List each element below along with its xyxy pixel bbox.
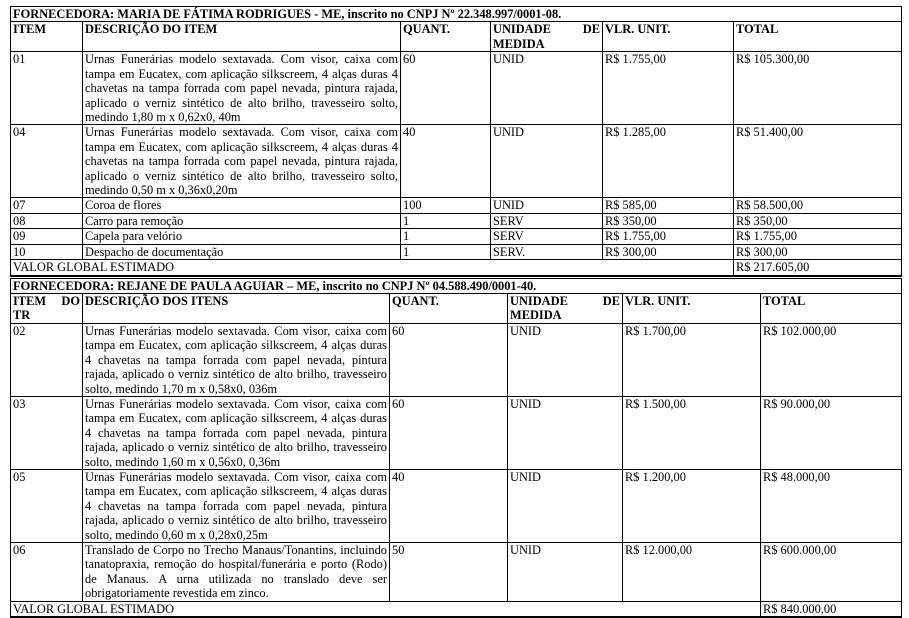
supplier-line: FORNECEDORA: MARIA DE FÁTIMA RODRIGUES - ME, inscrito no CNPJ Nº 22.348.997/0001-08. <box>11 7 902 22</box>
item-total-cell: R$ 90.000,00 <box>761 396 902 469</box>
item-unit-price-cell: R$ 300,00 <box>603 244 734 259</box>
item-description-cell: Capela para velório <box>83 229 401 244</box>
item-total-cell: R$ 350,00 <box>734 213 902 228</box>
item-unit-price-cell: R$ 1.755,00 <box>603 229 734 244</box>
item-unit-price-cell: R$ 1.285,00 <box>603 125 734 198</box>
item-quantity-cell: 1 <box>401 229 491 244</box>
item-number-cell: 04 <box>11 125 83 198</box>
header-unit <box>508 293 623 323</box>
global-total-label: VALOR GLOBAL ESTIMADO <box>11 601 761 617</box>
supplier-table-1 <box>10 6 902 276</box>
item-total-cell: R$ 300,00 <box>734 244 902 259</box>
item-quantity-cell: 60 <box>390 323 508 396</box>
item-unit-cell: UNID <box>508 396 623 469</box>
item-description-cell: Urnas Funerárias modelo sextavada. Com visor, caixa com tampa em Eucatex, com aplicação silkscreem, 4 alças duras 4 chavetas na tampa forrada com papel nevada, pintura rajada, aplicado o verniz sintético de alto brilho, travesseiro solto, medindo 0,60 m x 0,28x0,25m <box>83 469 390 542</box>
item-row <box>11 244 902 259</box>
header-item-word1: ITEM <box>13 294 46 308</box>
global-total-value: R$ 217.605,00 <box>734 260 902 275</box>
supplier-header-row <box>11 7 902 22</box>
table1-body <box>11 52 902 260</box>
global-total-row <box>11 601 902 617</box>
header-total: TOTAL <box>761 293 902 323</box>
item-total-cell: R$ 105.300,00 <box>734 52 902 125</box>
item-quantity-cell: 100 <box>401 198 491 213</box>
item-total-cell: R$ 1.755,00 <box>734 229 902 244</box>
item-unit-price-cell: R$ 1.755,00 <box>603 52 734 125</box>
document <box>10 6 901 618</box>
header-item-word3: TR <box>13 308 80 322</box>
item-unit-price-cell: R$ 350,00 <box>603 213 734 228</box>
item-description-cell: Carro para remoção <box>83 213 401 228</box>
header-unit-word2: DE <box>583 22 600 36</box>
item-description-cell: Urnas Funerárias modelo sextavada. Com visor, caixa com tampa em Eucatex, com aplicação silkscreem, 4 alças duras 4 chavetas na tampa forrada com papel nevada, pintura rajada, aplicado o verniz sintético de alto brilho, travesseiro solto, medindo 0,50 m x 0,36x0,20m <box>83 125 401 198</box>
item-unit-price-cell: R$ 12.000,00 <box>623 543 761 602</box>
item-quantity-cell: 1 <box>401 244 491 259</box>
column-header-row <box>11 22 902 52</box>
item-unit-cell: SERV. <box>491 244 603 259</box>
item-unit-price-cell: R$ 585,00 <box>603 198 734 213</box>
item-row <box>11 52 902 125</box>
item-number-cell: 09 <box>11 229 83 244</box>
item-number-cell: 07 <box>11 198 83 213</box>
header-total: TOTAL <box>734 22 902 52</box>
item-total-cell: R$ 600.000,00 <box>761 543 902 602</box>
table2-body <box>11 323 902 601</box>
item-row <box>11 396 902 469</box>
item-total-cell: R$ 102.000,00 <box>761 323 902 396</box>
header-description: DESCRIÇÃO DOS ITENS <box>83 293 390 323</box>
item-quantity-cell: 1 <box>401 213 491 228</box>
item-description-cell: Translado de Corpo no Trecho Manaus/Tonantins, incluindo tanatopraxia, remoção do hospital/funerária e porto (Rodo) de Manaus. A urna utilizada no translado deve ser obrigatoriamente revestida em zinco. <box>83 543 390 602</box>
item-quantity-cell: 40 <box>401 125 491 198</box>
global-total-row <box>11 260 902 275</box>
item-quantity-cell: 40 <box>390 469 508 542</box>
header-quantity: QUANT. <box>401 22 491 52</box>
item-description-cell: Urnas Funerárias modelo sextavada. Com visor, caixa com tampa em Eucatex, com aplicação silkscreem, 4 alças duras 4 chavetas na tampa forrada com papel nevada, pintura rajada, aplicado o verniz sintético de alto brilho, travesseiro solto, medindo 1,80 m x 0,62x0, 40m <box>83 52 401 125</box>
header-description: DESCRIÇÃO DO ITEM <box>83 22 401 52</box>
header-unit-price: VLR. UNIT. <box>623 293 761 323</box>
item-row <box>11 229 902 244</box>
header-unit-word1: UNIDADE <box>510 294 568 308</box>
item-total-cell: R$ 51.400,00 <box>734 125 902 198</box>
header-item <box>11 293 83 323</box>
item-unit-price-cell: R$ 1.500,00 <box>623 396 761 469</box>
supplier-header-row <box>11 277 902 293</box>
item-unit-cell: UNID <box>508 543 623 602</box>
item-unit-cell: UNID <box>508 469 623 542</box>
global-total-label: VALOR GLOBAL ESTIMADO <box>11 260 734 275</box>
item-total-cell: R$ 58.500,00 <box>734 198 902 213</box>
item-row <box>11 543 902 602</box>
header-unit-word2: DE <box>603 294 620 308</box>
header-unit-word1: UNIDADE <box>493 22 551 36</box>
item-row <box>11 469 902 542</box>
item-unit-price-cell: R$ 1.200,00 <box>623 469 761 542</box>
item-unit-cell: UNID <box>491 52 603 125</box>
item-number-cell: 06 <box>11 543 83 602</box>
header-unit-price: VLR. UNIT. <box>603 22 734 52</box>
item-quantity-cell: 60 <box>390 396 508 469</box>
item-number-cell: 05 <box>11 469 83 542</box>
item-quantity-cell: 60 <box>401 52 491 125</box>
column-header-row <box>11 293 902 323</box>
item-unit-cell: SERV <box>491 213 603 228</box>
header-item-word2: DO <box>61 294 80 308</box>
header-unit-word3: MEDIDA <box>510 308 620 322</box>
supplier-table-2 <box>10 276 902 618</box>
item-number-cell: 10 <box>11 244 83 259</box>
item-unit-cell: UNID <box>508 323 623 396</box>
item-number-cell: 03 <box>11 396 83 469</box>
item-row <box>11 125 902 198</box>
item-row <box>11 323 902 396</box>
item-unit-cell: UNID <box>491 198 603 213</box>
header-unit <box>491 22 603 52</box>
item-unit-cell: UNID <box>491 125 603 198</box>
global-total-value: R$ 840.000,00 <box>761 601 902 617</box>
item-unit-cell: SERV <box>491 229 603 244</box>
header-quantity: QUANT. <box>390 293 508 323</box>
header-item: ITEM <box>11 22 83 52</box>
item-description-cell: Urnas Funerárias modelo sextavada. Com visor, caixa com tampa em Eucatex, com aplicação silkscreem, 4 alças duras 4 chavetas na tampa forrada com papel nevada, pintura rajada, aplicado o verniz sintético de alto brilho, travesseiro solto, medindo 1,70 m x 0,58x0, 036m <box>83 323 390 396</box>
item-description-cell: Urnas Funerárias modelo sextavada. Com visor, caixa com tampa em Eucatex, com aplicação silkscreem, 4 alças duras 4 chavetas na tampa forrada com papel nevada, pintura rajada, aplicado o verniz sintético de alto brilho, travesseiro solto, medindo 1,60 m x 0,56x0, 0,36m <box>83 396 390 469</box>
item-unit-price-cell: R$ 1.700,00 <box>623 323 761 396</box>
item-description-cell: Despacho de documentação <box>83 244 401 259</box>
item-row <box>11 213 902 228</box>
item-row <box>11 198 902 213</box>
header-unit-word3: MEDIDA <box>493 37 600 51</box>
item-total-cell: R$ 48.000,00 <box>761 469 902 542</box>
item-number-cell: 08 <box>11 213 83 228</box>
supplier-line: FORNECEDORA: REJANE DE PAULA AGUIAR – ME, inscrito no CNPJ Nº 04.588.490/0001-40. <box>11 277 902 293</box>
item-number-cell: 01 <box>11 52 83 125</box>
item-quantity-cell: 50 <box>390 543 508 602</box>
item-number-cell: 02 <box>11 323 83 396</box>
item-description-cell: Coroa de flores <box>83 198 401 213</box>
